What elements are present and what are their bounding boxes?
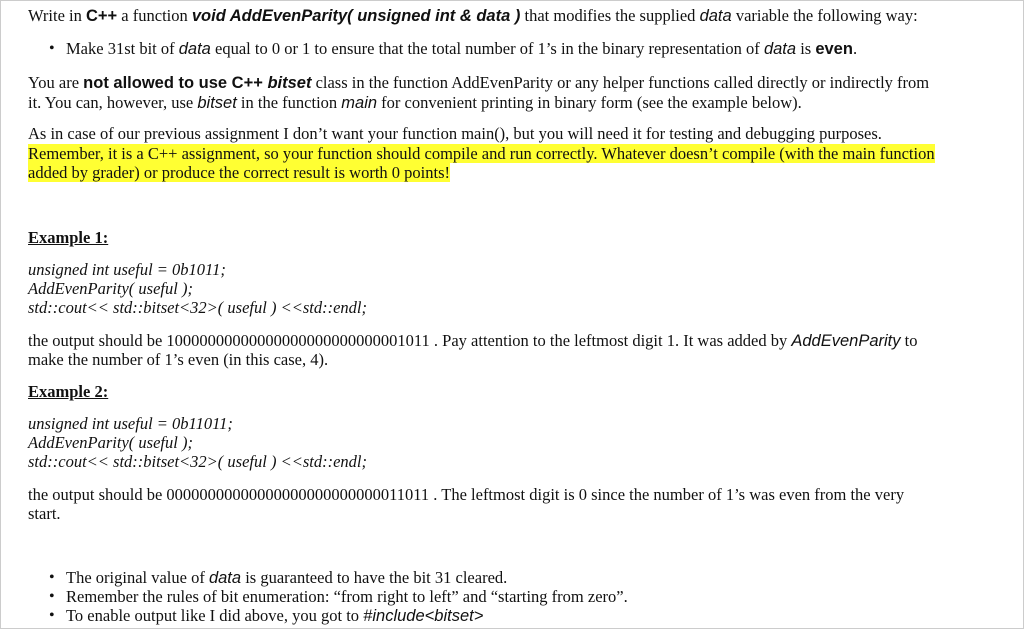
note-text: To enable output like I did above, you got to bbox=[66, 606, 364, 625]
output-text: to bbox=[900, 331, 918, 350]
data-keyword: data bbox=[178, 40, 211, 58]
data-keyword: data bbox=[208, 569, 242, 587]
example-2-code-line: unsigned int useful = 0b11011; bbox=[28, 414, 233, 433]
data-keyword: data bbox=[763, 40, 797, 58]
restriction-text: You are bbox=[28, 73, 84, 92]
example-2-output-line: the output should be 00000000000000000000000000011011 . The leftmost digit is 0 since the number of 1’s was even from the very bbox=[28, 485, 905, 504]
intro-text: Write in bbox=[28, 6, 86, 25]
bitset-keyword: bitset bbox=[267, 74, 312, 92]
even-keyword: even bbox=[815, 40, 853, 58]
bitset-keyword: bitset bbox=[197, 94, 237, 112]
example-1-output-line bbox=[28, 331, 917, 351]
note-text: is guaranteed to have the bit 31 cleared. bbox=[241, 568, 508, 587]
example-1-code-line: AddEvenParity( useful ); bbox=[28, 279, 193, 298]
bullet-text: equal to 0 or 1 to ensure that the total number of 1’s in the binary representation of bbox=[210, 39, 764, 58]
warning-line-1 bbox=[28, 144, 935, 163]
note-line-1 bbox=[28, 124, 882, 143]
highlighted-warning: Remember, it is a C++ assignment, so your function should compile and run correctly. Whatever doesn’t compile (with the main function bbox=[28, 144, 935, 163]
intro-line bbox=[28, 6, 918, 26]
warning-line-2 bbox=[28, 163, 450, 182]
bullet-text: . bbox=[852, 39, 858, 58]
bullet-requirement bbox=[66, 39, 857, 59]
note-bullet-3 bbox=[66, 606, 483, 626]
example-2-heading: Example 2: bbox=[28, 382, 109, 401]
example-1-code-line: unsigned int useful = 0b1011; bbox=[28, 260, 226, 279]
cpp-label: C++ bbox=[85, 7, 118, 25]
function-signature: void AddEvenParity( unsigned int & data ) bbox=[191, 7, 521, 25]
bullet-text: is bbox=[796, 39, 816, 58]
bullet-text: Make 31st bit of bbox=[66, 39, 179, 58]
note-bullet-2: Remember the rules of bit enumeration: “from right to left” and “starting from zero”. bbox=[66, 587, 628, 606]
intro-text: a function bbox=[117, 6, 192, 25]
example-2-output-line: start. bbox=[28, 504, 61, 523]
intro-text: that modifies the supplied bbox=[520, 6, 700, 25]
not-allowed-phrase: not allowed to use C++ bbox=[83, 74, 268, 92]
bullet-dot: • bbox=[49, 40, 55, 57]
bullet-dot: • bbox=[49, 569, 55, 586]
example-1-heading: Example 1: bbox=[28, 228, 109, 247]
example-1-output-line: make the number of 1’s even (in this case, 4). bbox=[28, 350, 329, 369]
example-2-code-line: std::cout<< std::bitset<32>( useful ) <<std::endl; bbox=[28, 452, 367, 471]
output-text: the output should be 10000000000000000000000000001011 . Pay attention to the leftmost digit 1. It was added by bbox=[28, 331, 792, 350]
highlighted-warning: added by grader) or produce the correct result is worth 0 points! bbox=[28, 163, 450, 182]
restriction-text: it. You can, however, use bbox=[28, 93, 198, 112]
restriction-text: in the function bbox=[236, 93, 342, 112]
restriction-text: class in the function AddEvenParity or any helper functions called directly or indirectly from bbox=[311, 73, 930, 92]
note-text: As in case of our previous assignment I don’t want your function main(), but you will need it for testing and debugging purposes. bbox=[28, 124, 882, 143]
restriction-line-1 bbox=[28, 73, 929, 93]
example-2-code-line: AddEvenParity( useful ); bbox=[28, 433, 193, 452]
intro-text: variable the following way: bbox=[731, 6, 918, 25]
example-1-code-line: std::cout<< std::bitset<32>( useful ) <<std::endl; bbox=[28, 298, 367, 317]
function-name: AddEvenParity bbox=[791, 332, 901, 350]
bullet-dot: • bbox=[49, 588, 55, 605]
data-keyword: data bbox=[699, 7, 732, 25]
restriction-line-2 bbox=[28, 93, 802, 113]
bullet-dot: • bbox=[49, 607, 55, 624]
note-bullet-1 bbox=[66, 568, 507, 588]
restriction-text: for convenient printing in binary form (see the example below). bbox=[377, 93, 802, 112]
main-keyword: main bbox=[341, 94, 378, 112]
note-text: The original value of bbox=[66, 568, 209, 587]
include-directive: #include<bitset> bbox=[363, 607, 484, 625]
